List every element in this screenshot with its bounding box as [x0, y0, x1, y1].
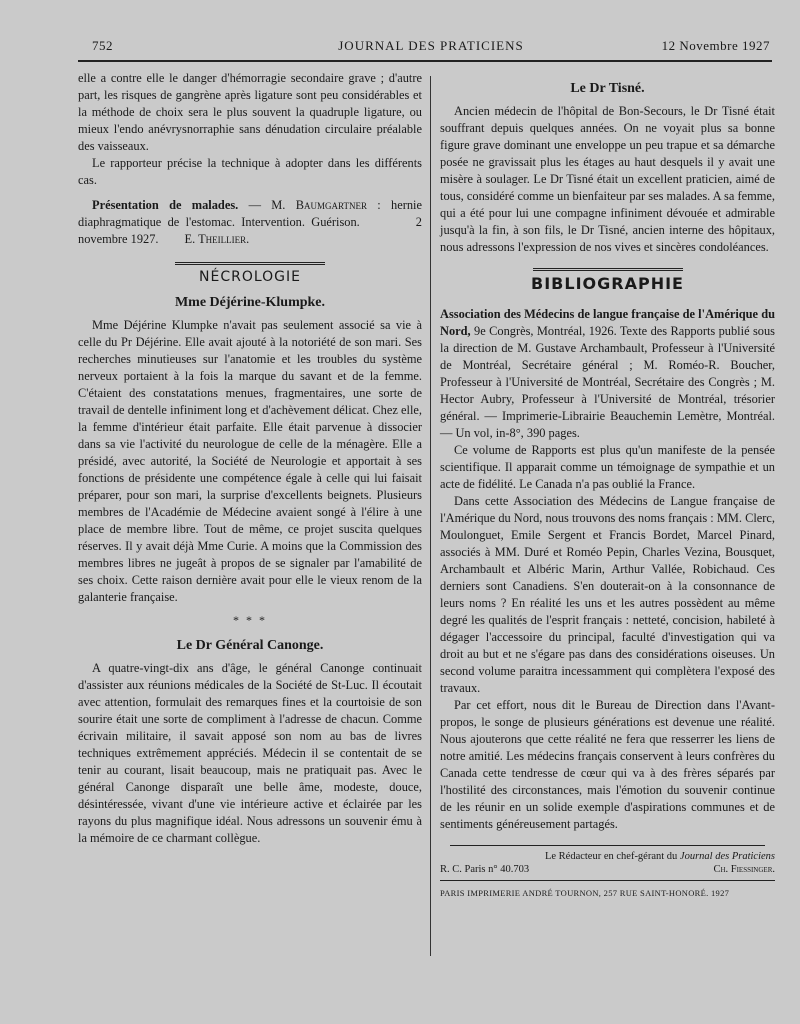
- tisne-paragraph: Ancien médecin de l'hôpital de Bon-Secours, le Dr Tisné était souffrant depuis quelques années. On ne voyait plus sa bonne figure grave dominant une enveloppe un peu trapue et sa démarche posée ne gravissait plus les étages au haut desquels il y avait une misère à soulager. Le Dr Tisné était un excellent praticien, aimé de tous, considéré comme un bienfaiteur par ses malades. A sa femme, qui a été pour lui une compagne infiniment dévouée et admirable jusqu'à la fin, à son fils, le Dr Tisné, ancien interne des hôpitaux, nous adressons l'expression de nos vives et sincères condoléances.: [440, 104, 775, 254]
- section-stars: * * *: [233, 613, 267, 627]
- footer-rc: R. C. Paris n° 40.703: [440, 864, 530, 875]
- necrologie-heading: NÉCROLOGIE: [199, 269, 301, 285]
- presentation-text: : hernie diaphragmatique de l'estomac. Intervention. Guérison.: [78, 198, 422, 229]
- presentation-label: Présentation de malades.: [92, 198, 239, 212]
- tisne-heading: Le Dr Tisné.: [570, 81, 645, 96]
- canonge-heading: Le Dr Général Canonge.: [176, 638, 324, 653]
- right-column: [440, 70, 775, 902]
- footer-rule-2: [440, 880, 775, 881]
- journal-title: JOURNAL DES PRATICIENS: [338, 38, 524, 53]
- biblio-paragraph-2: Dans cette Association des Médecins de Langue française de l'Amérique du Nord, nous trouvons des noms français : MM. Clerc, Moulonguet, Emile Sergent et Francis Bordet, Marcel Pinard, associés à MM. Duré et Roméo Pepin, Charles Vezina, Bousquet, Archambault et Albéric Marin, Arthur Vallée, Robichaud. Ces derniers sont Canadiens. S'en douterait-on à la consonnance de leurs noms ? En réalité les uns et les autres possèdent au même degré les qualités de l'esprit français : netteté, concision, habileté à dégager l'accessoire du principal, faculté d'investigation qui va droit au but et ne s'égare pas dans des considérations oiseuses. Un second volume paraitra incessamment qui complètera l'exposé des travaux.: [440, 494, 776, 695]
- intro-paragraph: elle a contre elle le danger d'hémorragie secondaire grave ; d'autre part, les risques de gangrène après ligature sont peu considérables et la méthode de choix sera le plus souvent la quadruple ligature, ou mieux l'endo anévrysnorraphie sans dénudation circulaire préalable des vaisseaux.: [78, 71, 422, 153]
- footer-journal: Journal des Praticiens: [679, 851, 775, 862]
- footer-registration: [440, 863, 775, 876]
- association-text: 9e Congrès, Montréal, 1926. Texte des Rapports publié sous la direction de M. Gustave Archambault, Professeur à l'Université de Montréal, Secrétaire général ; M. Roméo-R. Boucher, Professeur à l'Université de Montréal, Secrétaire des Congrès ; M. Hector Aubry, Professeur à l'Université de Montréal, trésorier général. — Imprimerie-Librairie Beauchemin Lemètre, Montréal. — Un vol, in-8°, 390 pages.: [440, 324, 775, 440]
- biblio-paragraph-1: Ce volume de Rapports est plus qu'un manifeste de la pensée scientifique. Il apparait comme un témoignage de sympathie et un acte de fidélité. Le Canada n'a pas oublié la France.: [440, 443, 775, 491]
- footer-printer: PARIS IMPRIMERIE ANDRÉ TOURNON, 257 RUE SAINT-HONORÉ. 1927: [440, 888, 730, 898]
- bibliographie-rule: [533, 268, 683, 271]
- footer-redacteur-text: Le Rédacteur en chef-gérant du: [544, 851, 678, 862]
- klumpke-heading: Mme Déjérine-Klumpke.: [174, 295, 326, 310]
- page-number: 752: [92, 38, 113, 53]
- page-header: [92, 38, 770, 58]
- left-column: [78, 70, 422, 847]
- footer-rule: [450, 845, 765, 846]
- bibliographie-heading: BIBLIOGRAPHIE: [531, 274, 684, 293]
- association-title: Association des Médecins de langue française de l'Amérique du Nord,: [440, 307, 775, 338]
- presentation-dash: — M.: [238, 198, 296, 212]
- header-rule: [78, 60, 772, 62]
- canonge-paragraph: A quatre-vingt-dix ans d'âge, le général Canonge continuait d'assister aux réunions médicales de la Société de St-Luc. Il écoutait avec attention, formulait des remarques fines et la courtoisie de son sourire était une sorte de compliment à l'adresse de chacun. Comme écrivain militaire, il savait apposé son nom au bas de livres techniques extrêmement appréciés. Médecin il se contentait de se tenir au courant, lisait beaucoup, mais ne pratiquait pas. Avec le général Canonge disparaît une belle âme, modeste, douce, désintéressée, vivant d'une vie intérieure active et éclairée par les rayons du plus magnifique idéal. Nous adressons un souvenir ému à la mémoire de ce charmant collègue.: [78, 661, 422, 845]
- association-entry: [440, 306, 775, 442]
- presentation-author: Baumgartner: [295, 198, 367, 212]
- necrologie-rule: [175, 262, 325, 265]
- footer-redacteur: [440, 850, 775, 863]
- footer-gerant: Ch. Fiessinger.: [713, 864, 775, 875]
- biblio-paragraph-3: Par cet effort, nous dit le Bureau de Direction dans l'Avant-propos, le songe de plusieurs générations est devenue une réalité. Nous ajouterons que cette réalité ne fera que resserrer les liens de notre amitié. Les médecins français conservent à leurs confrères du Canada cette tendresse de cœur qui va à des frères séparés par l'hostilité des circonstances, mais l'émotion du souvenir continue de les réunir en un solide exemple d'aspirations communes et de sentiments généreusement partagés.: [440, 698, 775, 831]
- klumpke-paragraph: Mme Déjérine Klumpke n'avait pas seulement associé sa vie à celle du Pr Déjérine. Elle avait ajouté à la notoriété de son mari. Ses recherches minutieuses sur l'anatomie et les troubles du système nerveux portaient à la fois la marque du savant et de la femme. C'étaient des constatations menues, fragmentaires, une sorte de travail de dentelle infiniment long et d'achèvement délicat. Chez elle, la femme d'intérieur était parfaite. Elle était parvenue à dissocier dans sa vie l'activité du neurologue de celle de la ménagère. Elle a présidé, avec autorité, la Société de Neurologie et apportait à ses fonctions de présidente une compétence égale à celle qui lui faisait préparer, pour son mari, la surprise d'excellents beignets. Plusieurs membres de l'Académie de Médecine avaient songé à l'élire à une place de membre libre. Tout de même, ce projet suscita quelques réserves. Il y avait déjà Mme Curie. A moins que la Commission des membres libres ne jugeât à propos de se signaler par l'amabilité de ses choix. Cette raison dernière avait pour elle le vieux renom de la galanterie française.: [78, 318, 422, 604]
- column-divider: [430, 76, 431, 956]
- presentation-signer: E. Theillier.: [184, 232, 250, 246]
- issue-date: 12 Novembre 1927: [661, 38, 770, 53]
- presentation-date: 2 novembre 1927.: [78, 215, 422, 246]
- presentation-paragraph: [78, 197, 422, 248]
- rapporteur-paragraph: Le rapporteur précise la technique à adopter dans les différents cas.: [78, 156, 422, 187]
